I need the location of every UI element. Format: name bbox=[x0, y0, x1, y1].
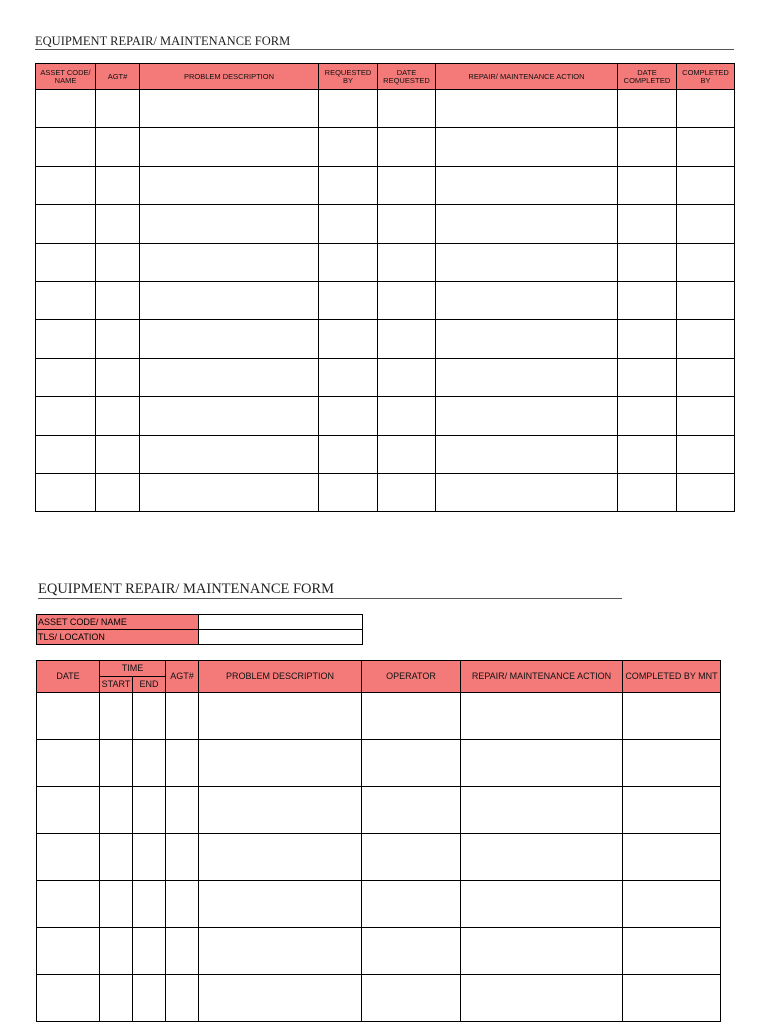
form-cell[interactable] bbox=[100, 787, 133, 834]
table-row bbox=[37, 787, 721, 834]
form-cell[interactable] bbox=[677, 205, 735, 243]
form-cell[interactable] bbox=[461, 834, 623, 881]
form-cell[interactable] bbox=[319, 166, 378, 204]
form-cell[interactable] bbox=[618, 320, 677, 358]
form-cell[interactable] bbox=[319, 435, 378, 473]
form-cell[interactable] bbox=[37, 975, 100, 1022]
form-cell[interactable] bbox=[677, 320, 735, 358]
form-cell[interactable] bbox=[36, 128, 96, 166]
form-cell[interactable] bbox=[199, 740, 362, 787]
form-cell[interactable] bbox=[319, 397, 378, 435]
form-cell[interactable] bbox=[362, 740, 461, 787]
form-cell[interactable] bbox=[677, 90, 735, 128]
form-cell[interactable] bbox=[96, 397, 140, 435]
form-cell[interactable] bbox=[618, 243, 677, 281]
form-cell[interactable] bbox=[618, 166, 677, 204]
table-row bbox=[36, 243, 735, 281]
form-cell[interactable] bbox=[623, 693, 721, 740]
form-cell[interactable] bbox=[166, 928, 199, 975]
info-row bbox=[37, 615, 363, 630]
table-row bbox=[37, 881, 721, 928]
form-cell[interactable] bbox=[140, 320, 319, 358]
form-cell[interactable] bbox=[319, 281, 378, 319]
header-requested-by: REQUESTED BY bbox=[319, 64, 378, 90]
form-cell[interactable] bbox=[319, 243, 378, 281]
form-cell[interactable] bbox=[677, 128, 735, 166]
form-cell[interactable] bbox=[140, 205, 319, 243]
form-cell[interactable] bbox=[36, 397, 96, 435]
form-cell[interactable] bbox=[199, 693, 362, 740]
form-cell[interactable] bbox=[140, 397, 319, 435]
header-agt: AGT# bbox=[96, 64, 140, 90]
form-cell[interactable] bbox=[623, 928, 721, 975]
form-cell[interactable] bbox=[436, 128, 618, 166]
form-cell[interactable] bbox=[677, 243, 735, 281]
form-cell[interactable] bbox=[100, 834, 133, 881]
form-cell[interactable] bbox=[100, 740, 133, 787]
form-cell[interactable] bbox=[623, 787, 721, 834]
form-cell[interactable] bbox=[677, 358, 735, 396]
form-cell[interactable] bbox=[100, 928, 133, 975]
form-cell[interactable] bbox=[677, 281, 735, 319]
info-label-location: TLS/ LOCATION bbox=[37, 630, 199, 645]
header-repair-maintenance-action: REPAIR/ MAINTENANCE ACTION bbox=[461, 661, 623, 693]
form-cell[interactable] bbox=[140, 166, 319, 204]
form-cell[interactable] bbox=[378, 435, 436, 473]
form-cell[interactable] bbox=[100, 693, 133, 740]
form-cell[interactable] bbox=[140, 128, 319, 166]
form-cell[interactable] bbox=[37, 834, 100, 881]
header-asset-code-name: ASSET CODE/ NAME bbox=[36, 64, 96, 90]
form-cell[interactable] bbox=[618, 358, 677, 396]
info-value-asset-code-name[interactable] bbox=[199, 615, 363, 630]
form-cell[interactable] bbox=[133, 740, 166, 787]
header-time-end: END bbox=[133, 677, 166, 693]
form-cell[interactable] bbox=[362, 975, 461, 1022]
form-cell[interactable] bbox=[378, 90, 436, 128]
form-cell[interactable] bbox=[319, 358, 378, 396]
form-cell[interactable] bbox=[436, 243, 618, 281]
table-row bbox=[36, 90, 735, 128]
form2-info-table bbox=[36, 614, 363, 645]
form-cell[interactable] bbox=[461, 928, 623, 975]
form-cell[interactable] bbox=[378, 281, 436, 319]
form-cell[interactable] bbox=[362, 693, 461, 740]
form-cell[interactable] bbox=[378, 128, 436, 166]
form1-header-row bbox=[36, 64, 735, 90]
table-row bbox=[36, 473, 735, 511]
form-cell[interactable] bbox=[618, 473, 677, 511]
form-cell[interactable] bbox=[133, 834, 166, 881]
form-cell[interactable] bbox=[166, 787, 199, 834]
form-cell[interactable] bbox=[36, 281, 96, 319]
form-cell[interactable] bbox=[100, 975, 133, 1022]
form-cell[interactable] bbox=[378, 358, 436, 396]
form-cell[interactable] bbox=[96, 166, 140, 204]
form-cell[interactable] bbox=[378, 243, 436, 281]
form-cell[interactable] bbox=[96, 281, 140, 319]
form-cell[interactable] bbox=[96, 128, 140, 166]
table-row bbox=[37, 693, 721, 740]
form-cell[interactable] bbox=[677, 473, 735, 511]
form-cell[interactable] bbox=[166, 975, 199, 1022]
form-cell[interactable] bbox=[436, 281, 618, 319]
form2-body bbox=[37, 693, 721, 1022]
form-cell[interactable] bbox=[36, 435, 96, 473]
form1-title-underline bbox=[35, 49, 734, 50]
info-row bbox=[37, 630, 363, 645]
table-row bbox=[37, 740, 721, 787]
form-cell[interactable] bbox=[378, 397, 436, 435]
form-cell[interactable] bbox=[677, 397, 735, 435]
header-date-requested: DATE REQUESTED bbox=[378, 64, 436, 90]
form-cell[interactable] bbox=[362, 834, 461, 881]
form-cell[interactable] bbox=[37, 693, 100, 740]
form-cell[interactable] bbox=[166, 693, 199, 740]
header-problem-description: PROBLEM DESCRIPTION bbox=[199, 661, 362, 693]
form-cell[interactable] bbox=[677, 166, 735, 204]
form-cell[interactable] bbox=[677, 435, 735, 473]
form-cell[interactable] bbox=[618, 205, 677, 243]
header-operator: OPERATOR bbox=[362, 661, 461, 693]
form-cell[interactable] bbox=[166, 740, 199, 787]
header-completed-by-mnt: COMPLETED BY MNT bbox=[623, 661, 721, 693]
form-cell[interactable] bbox=[618, 128, 677, 166]
form-cell[interactable] bbox=[36, 166, 96, 204]
table-row bbox=[36, 166, 735, 204]
form-cell[interactable] bbox=[618, 435, 677, 473]
form-cell[interactable] bbox=[37, 928, 100, 975]
form-cell[interactable] bbox=[37, 787, 100, 834]
header-repair-maintenance-action: REPAIR/ MAINTENANCE ACTION bbox=[436, 64, 618, 90]
table-row bbox=[36, 205, 735, 243]
form-cell[interactable] bbox=[96, 90, 140, 128]
form-cell[interactable] bbox=[199, 834, 362, 881]
form-cell[interactable] bbox=[362, 881, 461, 928]
form-cell[interactable] bbox=[623, 740, 721, 787]
table-row bbox=[37, 834, 721, 881]
table-row bbox=[37, 975, 721, 1022]
form-cell[interactable] bbox=[362, 928, 461, 975]
form-cell[interactable] bbox=[140, 358, 319, 396]
header-date-completed: DATE COMPLETED bbox=[618, 64, 677, 90]
form-cell[interactable] bbox=[436, 435, 618, 473]
form-cell[interactable] bbox=[436, 397, 618, 435]
form1-table bbox=[35, 63, 735, 512]
form-cell[interactable] bbox=[140, 473, 319, 511]
form-cell[interactable] bbox=[166, 834, 199, 881]
form-cell[interactable] bbox=[96, 435, 140, 473]
form-cell[interactable] bbox=[319, 90, 378, 128]
form-cell[interactable] bbox=[36, 90, 96, 128]
form2-title-underline bbox=[38, 598, 622, 599]
form-cell[interactable] bbox=[140, 90, 319, 128]
form-cell[interactable] bbox=[319, 473, 378, 511]
header-date: DATE bbox=[37, 661, 100, 693]
header-time-start: START bbox=[100, 677, 133, 693]
form-cell[interactable] bbox=[36, 320, 96, 358]
form-cell[interactable] bbox=[199, 928, 362, 975]
form-cell[interactable] bbox=[96, 358, 140, 396]
table-row bbox=[36, 358, 735, 396]
form-cell[interactable] bbox=[436, 473, 618, 511]
form-cell[interactable] bbox=[436, 90, 618, 128]
form-cell[interactable] bbox=[378, 320, 436, 358]
form-cell[interactable] bbox=[36, 205, 96, 243]
form2-log-table bbox=[36, 660, 721, 1022]
form-cell[interactable] bbox=[461, 693, 623, 740]
table-row bbox=[37, 928, 721, 975]
form-cell[interactable] bbox=[140, 435, 319, 473]
form-cell[interactable] bbox=[133, 787, 166, 834]
table-row bbox=[36, 320, 735, 358]
form-cell[interactable] bbox=[96, 473, 140, 511]
header-time: TIME bbox=[100, 661, 166, 677]
info-value-location[interactable] bbox=[199, 630, 363, 645]
form-cell[interactable] bbox=[319, 205, 378, 243]
form-cell[interactable] bbox=[37, 740, 100, 787]
table-row bbox=[36, 397, 735, 435]
form-cell[interactable] bbox=[36, 358, 96, 396]
form-cell[interactable] bbox=[319, 128, 378, 166]
form-cell[interactable] bbox=[623, 975, 721, 1022]
form-cell[interactable] bbox=[436, 320, 618, 358]
form-cell[interactable] bbox=[199, 975, 362, 1022]
info-label-asset-code-name: ASSET CODE/ NAME bbox=[37, 615, 199, 630]
form-cell[interactable] bbox=[133, 975, 166, 1022]
form-cell[interactable] bbox=[362, 787, 461, 834]
form-cell[interactable] bbox=[436, 205, 618, 243]
form2-title: EQUIPMENT REPAIR/ MAINTENANCE FORM bbox=[38, 581, 335, 597]
form-cell[interactable] bbox=[37, 881, 100, 928]
form1-title: EQUIPMENT REPAIR/ MAINTENANCE FORM bbox=[35, 34, 291, 48]
form-cell[interactable] bbox=[36, 243, 96, 281]
form-cell[interactable] bbox=[378, 166, 436, 204]
form-cell[interactable] bbox=[133, 881, 166, 928]
form-cell[interactable] bbox=[618, 90, 677, 128]
form-cell[interactable] bbox=[96, 320, 140, 358]
form-cell[interactable] bbox=[199, 881, 362, 928]
form-cell[interactable] bbox=[461, 787, 623, 834]
form-cell[interactable] bbox=[133, 928, 166, 975]
form-cell[interactable] bbox=[133, 693, 166, 740]
form-cell[interactable] bbox=[436, 358, 618, 396]
form-cell[interactable] bbox=[461, 740, 623, 787]
form-cell[interactable] bbox=[199, 787, 362, 834]
form1-body bbox=[36, 90, 735, 512]
form-cell[interactable] bbox=[96, 243, 140, 281]
form-cell[interactable] bbox=[436, 166, 618, 204]
table-row bbox=[36, 128, 735, 166]
form-cell[interactable] bbox=[618, 397, 677, 435]
form-cell[interactable] bbox=[36, 473, 96, 511]
form-cell[interactable] bbox=[461, 975, 623, 1022]
table-row bbox=[36, 435, 735, 473]
table-row bbox=[36, 281, 735, 319]
form-cell[interactable] bbox=[166, 881, 199, 928]
form2-header-row bbox=[37, 661, 721, 677]
form-cell[interactable] bbox=[618, 281, 677, 319]
header-completed-by: COMPLETED BY bbox=[677, 64, 735, 90]
form-cell[interactable] bbox=[100, 881, 133, 928]
form-cell[interactable] bbox=[140, 281, 319, 319]
form-cell[interactable] bbox=[319, 320, 378, 358]
header-problem-description: PROBLEM DESCRIPTION bbox=[140, 64, 319, 90]
form-cell[interactable] bbox=[96, 205, 140, 243]
form-cell[interactable] bbox=[623, 834, 721, 881]
header-agt: AGT# bbox=[166, 661, 199, 693]
form-cell[interactable] bbox=[378, 473, 436, 511]
form-cell[interactable] bbox=[461, 881, 623, 928]
form-cell[interactable] bbox=[140, 243, 319, 281]
form-cell[interactable] bbox=[623, 881, 721, 928]
form-cell[interactable] bbox=[378, 205, 436, 243]
